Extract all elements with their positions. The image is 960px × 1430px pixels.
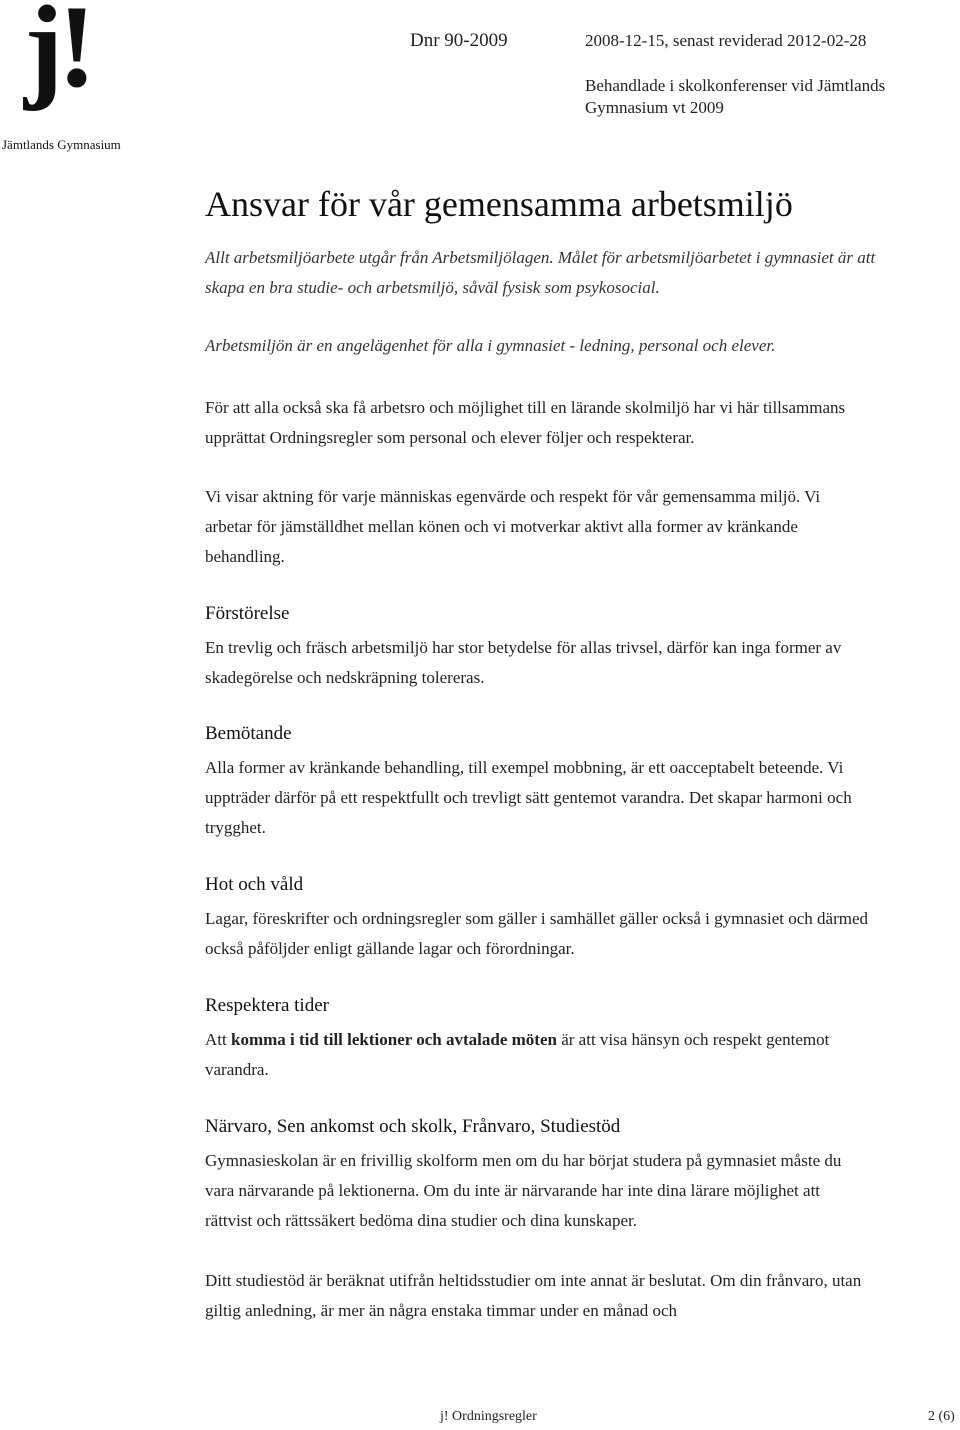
text-respektera-post: är att visa hänsyn och respekt gentemot varandra. (205, 1030, 830, 1079)
logo-school-name: Jämtlands Gymnasium (2, 137, 121, 152)
text-respektera-pre: Att (205, 1030, 231, 1049)
intro-paragraph-1: Allt arbetsmiljöarbete utgår från Arbetsmiljölagen. Målet för arbetsmiljöarbetet i gymnasiet är att skapa en bra studie- och arbetsmiljö, såväl fysisk som psykosocial. (205, 248, 876, 297)
intro-paragraph-2: Arbetsmiljön är en angelägenhet för alla i gymnasiet - ledning, personal och elever. (205, 336, 776, 355)
text-studiestod: Ditt studiestöd är beräknat utifrån heltidsstudier om inte annat är beslutat. Om din frånvaro, utan giltig anledning, är mer än några enstaka timmar under en månad och (205, 1271, 862, 1320)
text-hot-och-vald: Lagar, föreskrifter och ordningsregler som gäller i samhället gäller också i gymnasiet och därmed också påföljder enligt gällande lagar och förordningar. (205, 909, 869, 958)
document-number: Dnr 90-2009 (410, 30, 508, 51)
text-respektera-tider (205, 1025, 870, 1085)
footer-document-name: j! Ordningsregler (440, 1409, 537, 1424)
text-respektera-bold: komma i tid till lektioner och avtalade möten (230, 1030, 557, 1049)
logo-mark: j! (24, 0, 91, 112)
document-note: Behandlade i skolkonferenser vid Jämtlands Gymnasium vt 2009 (585, 76, 886, 117)
heading-hot-och-vald: Hot och våld (205, 874, 304, 895)
heading-narvaro: Närvaro, Sen ankomst och skolk, Frånvaro, Studiestöd (205, 1116, 621, 1137)
heading-respektera-tider: Respektera tider (205, 995, 329, 1016)
paragraph-ordningsregler: För att alla också ska få arbetsro och möjlighet till en lärande skolmiljö har vi här tillsammans upprättat Ordningsregler som personal och elever följer och respekterar. (205, 398, 846, 447)
school-logo (2, 0, 132, 160)
heading-forstorelse: Förstörelse (205, 603, 290, 624)
text-narvaro: Gymnasieskolan är en frivillig skolform men om du har börjat studera på gymnasiet måste du vara närvarande på lektionerna. Om du inte är närvarande har inte dina lärare möjlighet att rättvist och rättssäkert bedöma dina studier och dina kunskaper. (205, 1151, 842, 1230)
document-date: 2008-12-15, senast reviderad 2012-02-28 (585, 31, 867, 50)
text-forstorelse: En trevlig och fräsch arbetsmiljö har stor betydelse för allas trivsel, därför kan inga former av skadegörelse och nedskräpning tolereras. (205, 638, 842, 687)
paragraph-aktning: Vi visar aktning för varje människas egenvärde och respekt för vår gemensamma miljö. Vi arbetar för jämställdhet mellan könen och vi motverkar aktivt alla former av kränkande behandling. (205, 487, 821, 566)
footer-page-number: 2 (6) (928, 1409, 955, 1424)
page-title: Ansvar för vår gemensamma arbetsmiljö (205, 184, 793, 224)
text-bemotande: Alla former av kränkande behandling, till exempel mobbning, är ett oacceptabelt beteende. Vi uppträder därför på ett respektfullt och trevligt sätt gentemot varandra. Det skapar harmoni och trygghet. (205, 758, 852, 837)
heading-bemotande: Bemötande (205, 723, 292, 744)
